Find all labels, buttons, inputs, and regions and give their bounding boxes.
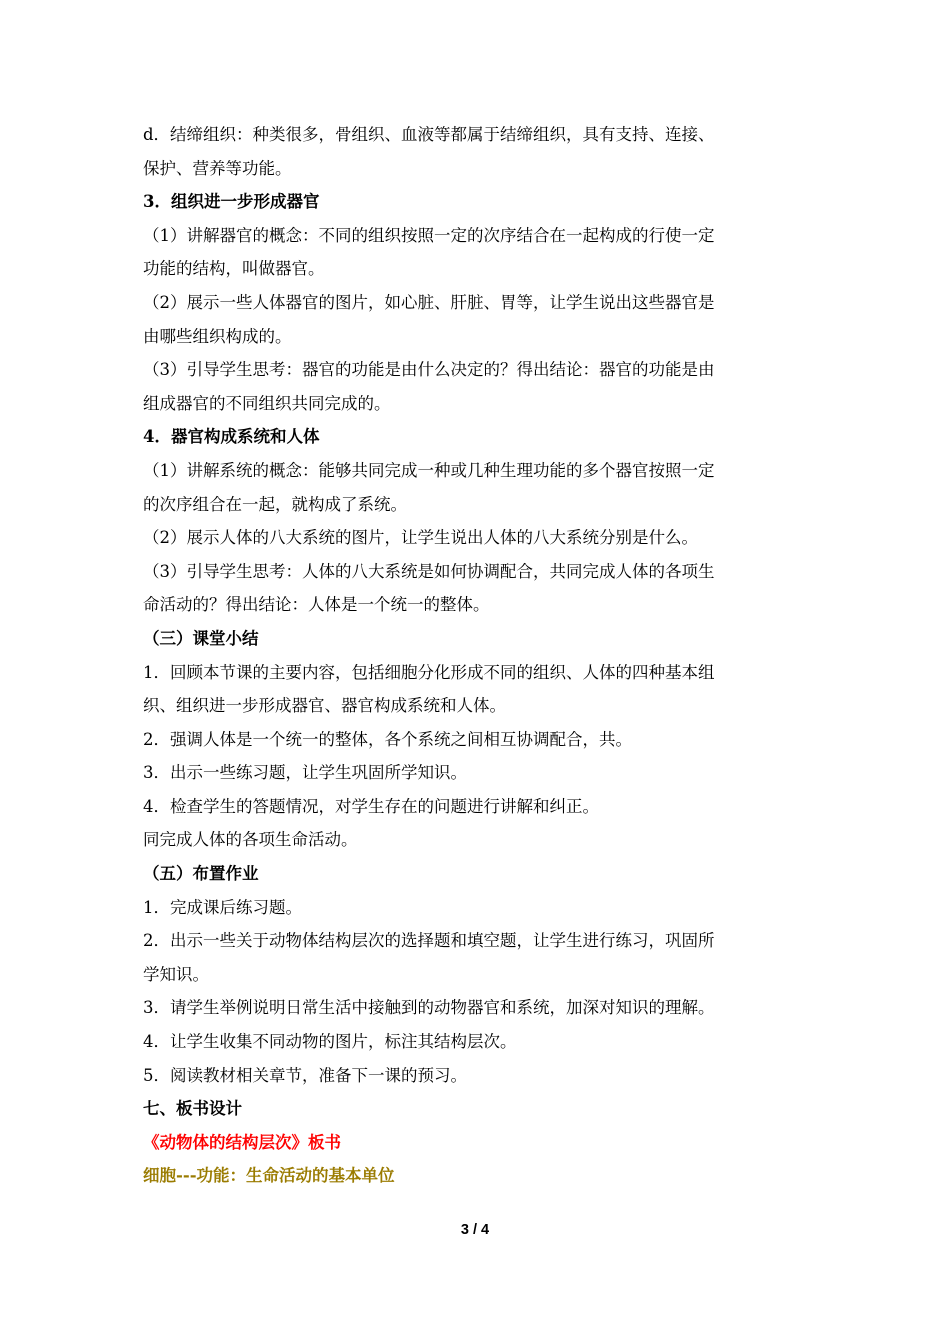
body-line: 保护、营养等功能。 [143, 158, 292, 178]
body-line: 的次序组合在一起，就构成了系统。 [143, 494, 407, 514]
body-line: 1．完成课后练习题。 [143, 897, 302, 917]
body-line: （2）展示一些人体器官的图片，如心脏、肝脏、胃等，让学生说出这些器官是 [143, 292, 715, 312]
body-line: （1）讲解器官的概念：不同的组织按照一定的次序结合在一起构成的行使一定 [143, 225, 715, 245]
body-line: 5．阅读教材相关章节，准备下一课的预习。 [143, 1065, 467, 1085]
body-line: 命活动的？得出结论：人体是一个统一的整体。 [143, 595, 490, 615]
board-title: 《动物体的结构层次》板书 [143, 1132, 341, 1152]
body-line: 同完成人体的各项生命活动。 [143, 830, 358, 850]
section-heading: （五）布置作业 [143, 864, 259, 884]
board-line: 细胞---功能：生命活动的基本单位 [143, 1166, 395, 1186]
page-number: 3 / 4 [460, 1222, 490, 1238]
body-line: （3）引导学生思考：人体的八大系统是如何协调配合，共同完成人体的各项生 [143, 561, 715, 581]
section-heading: （三）课堂小结 [143, 628, 259, 648]
section-heading: 七、板书设计 [143, 1099, 242, 1119]
body-line: 1．回顾本节课的主要内容，包括细胞分化形成不同的组织、人体的四种基本组 [143, 662, 715, 682]
document-body [143, 118, 807, 1193]
body-line: 3．请学生举例说明日常生活中接触到的动物器官和系统，加深对知识的理解。 [143, 998, 715, 1018]
body-line: 由哪些组织构成的。 [143, 326, 292, 346]
body-line: 3．出示一些练习题，让学生巩固所学知识。 [143, 763, 467, 783]
section-heading: 4．器官构成系统和人体 [143, 427, 320, 447]
body-line: （1）讲解系统的概念：能够共同完成一种或几种生理功能的多个器官按照一定 [143, 460, 715, 480]
body-line: 织、组织进一步形成器官、器官构成系统和人体。 [143, 696, 506, 716]
body-line: （2）展示人体的八大系统的图片，让学生说出人体的八大系统分别是什么。 [143, 528, 698, 548]
body-line: 4．让学生收集不同动物的图片，标注其结构层次。 [143, 1032, 517, 1052]
body-line: 学知识。 [143, 964, 209, 984]
body-line: 2．出示一些关于动物体结构层次的选择题和填空题，让学生进行练习，巩固所 [143, 931, 715, 951]
body-line: 功能的结构，叫做器官。 [143, 259, 325, 279]
body-line: 组成器官的不同组织共同完成的。 [143, 393, 391, 413]
body-line: 4．检查学生的答题情况，对学生存在的问题进行讲解和纠正。 [143, 796, 599, 816]
body-line: 2．强调人体是一个统一的整体，各个系统之间相互协调配合，共。 [143, 729, 632, 749]
section-heading: 3．组织进一步形成器官 [143, 192, 320, 212]
body-line: d．结缔组织：种类很多，骨组织、血液等都属于结缔组织，具有支持、连接、 [143, 125, 715, 144]
body-line: （3）引导学生思考：器官的功能是由什么决定的？得出结论：器官的功能是由 [143, 360, 715, 380]
